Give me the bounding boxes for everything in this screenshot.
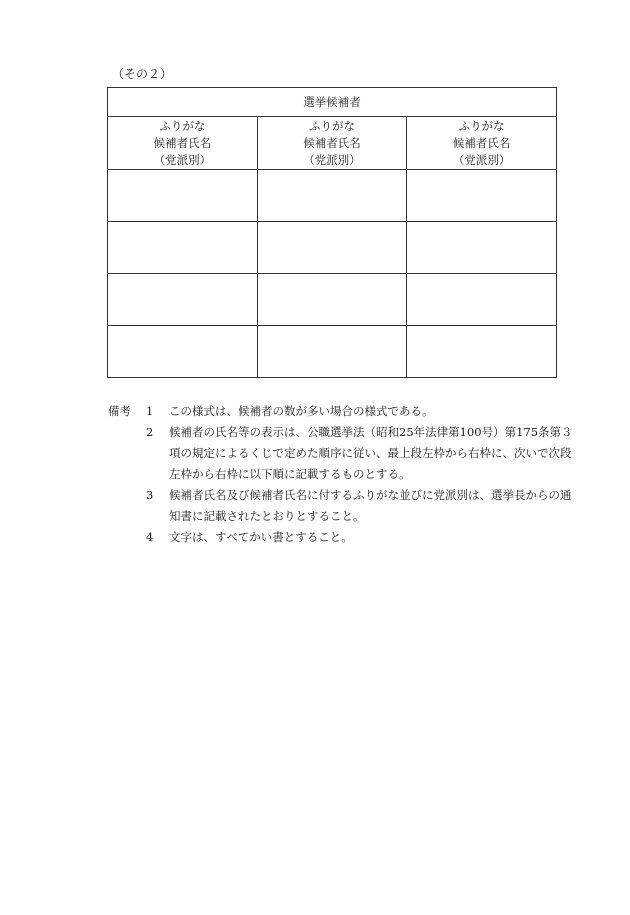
note-item bbox=[108, 527, 578, 548]
column-header bbox=[108, 117, 258, 170]
table-row bbox=[108, 326, 557, 378]
blank-cell bbox=[407, 274, 557, 326]
form-sub-label: （その２） bbox=[112, 67, 173, 81]
note-number: 2 bbox=[146, 425, 154, 439]
note-item bbox=[108, 422, 578, 485]
blank-cell bbox=[407, 170, 557, 222]
candidate-table bbox=[107, 87, 557, 378]
furigana-label: ふりがな bbox=[308, 118, 355, 133]
note-text: この様式は、候補者の数が多い場合の様式である。 bbox=[169, 404, 434, 418]
blank-cell bbox=[108, 274, 258, 326]
column-header bbox=[257, 117, 407, 170]
party-label: （党派別） bbox=[153, 152, 212, 167]
blank-cell bbox=[257, 222, 407, 274]
note-text: 文字は、すべてかい書とすること。 bbox=[169, 530, 353, 544]
table-row bbox=[108, 170, 557, 222]
blank-cell bbox=[108, 222, 258, 274]
candidate-name-label: 候補者氏名 bbox=[303, 135, 361, 150]
note-text: 候補者の氏名等の表示は、公職選挙法（昭和25年法律第100号）第175条第３項の規定によるくじで定めた順序に従い、最上段左枠から右枠に、次いで次段左枠から右枠に以下順に記載するものとする。 bbox=[169, 425, 573, 481]
notes-heading: 備考 bbox=[108, 404, 131, 418]
note-number: 1 bbox=[146, 404, 154, 418]
blank-cell bbox=[108, 170, 258, 222]
candidate-name-label: 候補者氏名 bbox=[153, 135, 212, 150]
table-title: 選挙候補者 bbox=[108, 88, 557, 117]
note-number: 3 bbox=[146, 488, 154, 502]
note-number: 4 bbox=[146, 530, 154, 544]
blank-cell bbox=[257, 170, 407, 222]
table-row bbox=[108, 222, 557, 274]
candidate-name-label: 候補者氏名 bbox=[452, 135, 511, 150]
party-label: （党派別） bbox=[452, 152, 511, 167]
note-text: 候補者氏名及び候補者氏名に付するふりがな並びに党派別は、選挙長からの通知書に記載されたとおりとすること。 bbox=[169, 488, 572, 523]
furigana-label: ふりがな bbox=[458, 118, 505, 133]
note-item bbox=[108, 401, 578, 422]
column-header bbox=[407, 117, 557, 170]
blank-cell bbox=[108, 326, 258, 378]
blank-cell bbox=[257, 274, 407, 326]
party-label: （党派別） bbox=[303, 152, 361, 167]
notes-section bbox=[108, 401, 578, 548]
blank-cell bbox=[407, 326, 557, 378]
blank-cell bbox=[407, 222, 557, 274]
blank-cell bbox=[257, 326, 407, 378]
note-item bbox=[108, 485, 578, 527]
table-row bbox=[108, 274, 557, 326]
furigana-label: ふりがな bbox=[159, 118, 206, 133]
